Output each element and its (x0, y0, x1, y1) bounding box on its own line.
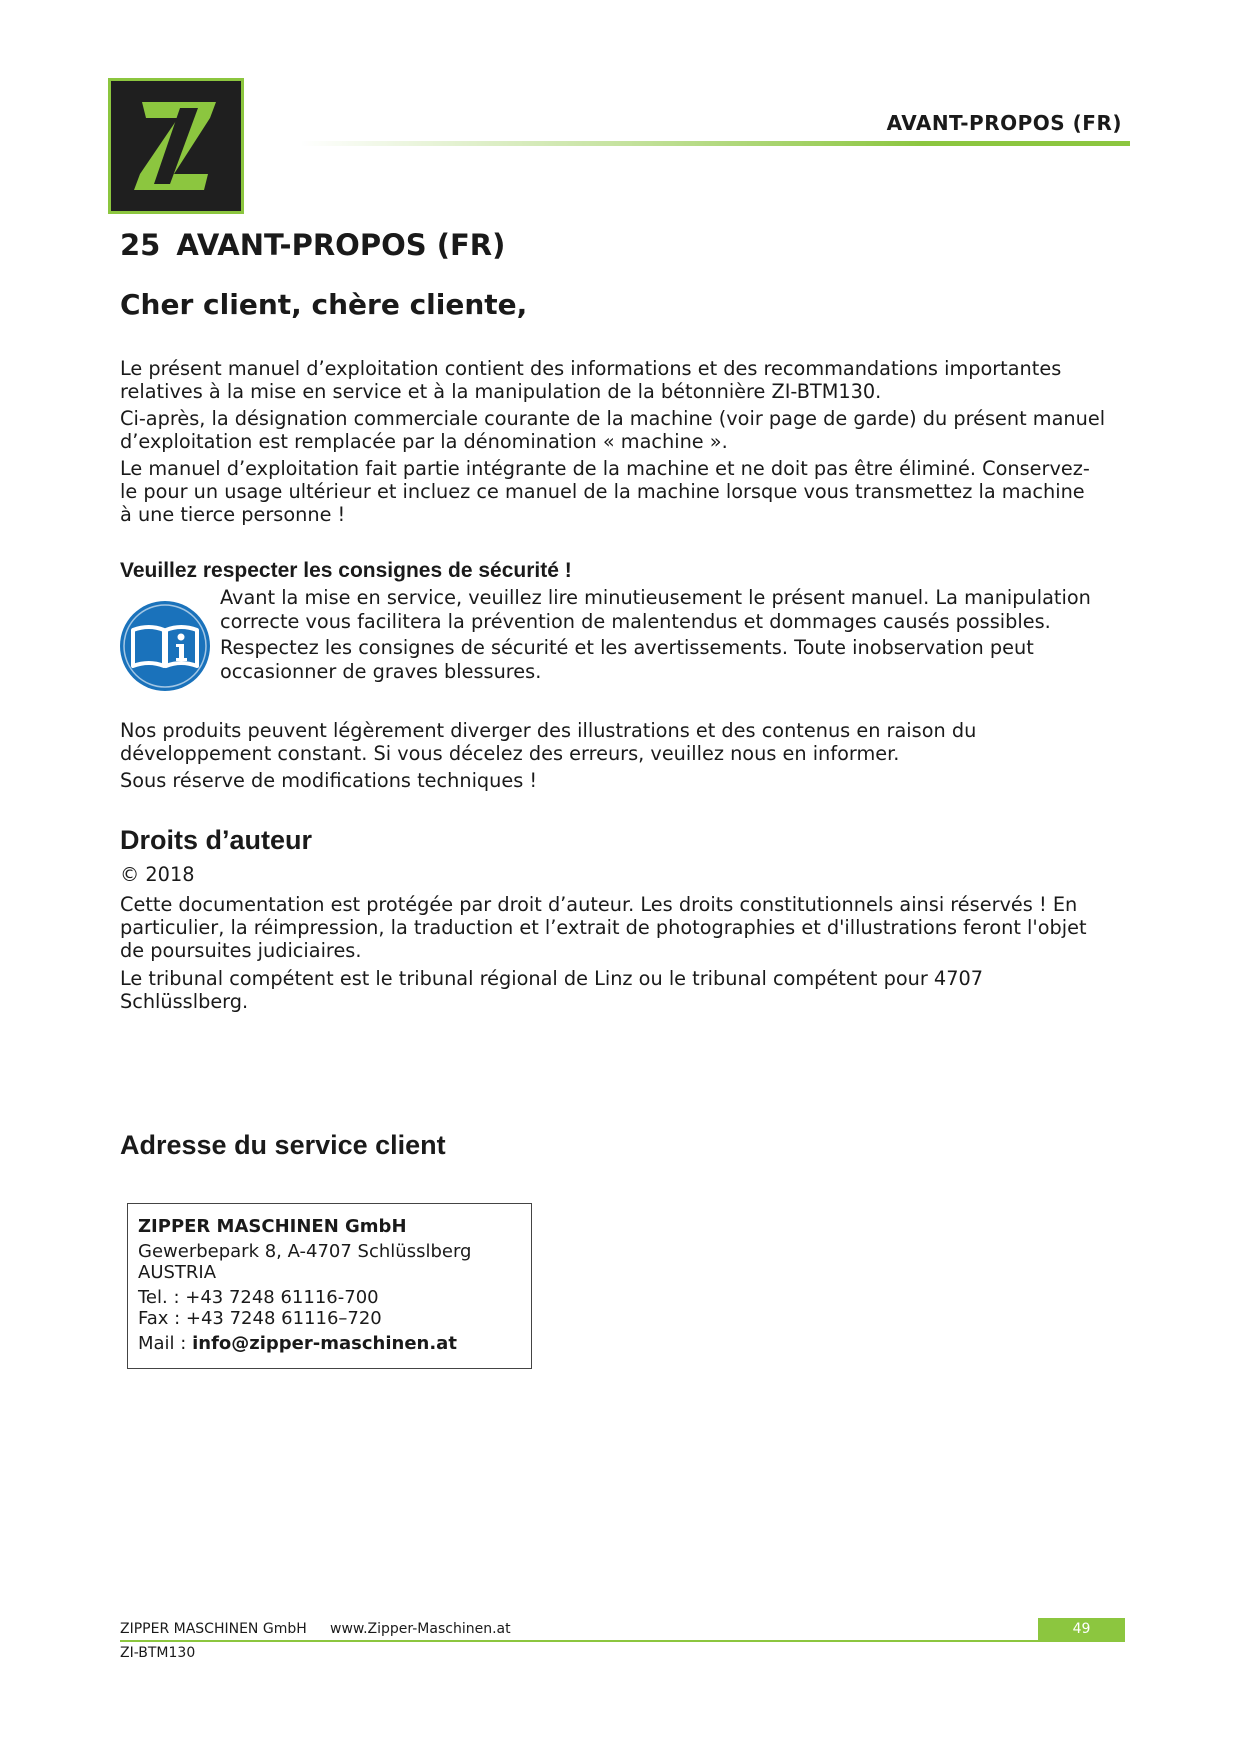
zipper-logo (108, 78, 244, 214)
footer-rule (120, 1640, 1125, 1642)
header-title: AVANT-PROPOS (FR) (886, 111, 1122, 135)
safety-heading: Veuillez respecter les consignes de sécurité ! (120, 559, 572, 582)
safety-line-4: occasionner de graves blessures. (220, 660, 542, 683)
service-heading: Adresse du service client (120, 1130, 446, 1160)
intro-p3-line-3: à une tierce personne ! (120, 503, 346, 526)
products-line-1: Nos produits peuvent légèrement diverger des illustrations et des contenus en raison du (120, 719, 977, 742)
intro-p1-line-2: relatives à la mise en service et à la manipulation de la bétonnière ZI-BTM130. (120, 380, 882, 403)
service-tel: Tel. : +43 7248 61116-700 (138, 1287, 379, 1308)
service-mail-link[interactable]: info@zipper-maschinen.at (192, 1333, 457, 1354)
footer-url-link[interactable]: www.Zipper-Maschinen.at (330, 1621, 511, 1637)
service-company: ZIPPER MASCHINEN GmbH (138, 1216, 407, 1237)
jurisdiction-line-2: Schlüsslberg. (120, 990, 249, 1013)
service-address-box (127, 1203, 532, 1369)
chapter-number: 25 (120, 228, 161, 262)
intro-paragraph-1 (120, 357, 1125, 403)
chapter-heading (120, 228, 505, 262)
service-country: AUSTRIA (138, 1262, 217, 1283)
safety-line-2: correcte vous facilitera la prévention de malentendus et dommages causés possibles. (220, 610, 1051, 633)
intro-paragraph-3 (120, 457, 1125, 526)
chapter-title: AVANT-PROPOS (FR) (176, 228, 506, 262)
technical-changes-note: Sous réserve de modifications techniques ! (120, 769, 538, 792)
footer-model: ZI-BTM130 (120, 1645, 196, 1661)
service-mail-label: Mail : (138, 1333, 193, 1354)
intro-p1-line-1: Le présent manuel d’exploitation contient des informations et des recommandations importantes (120, 357, 1062, 380)
copyright-year: © 2018 (120, 863, 195, 886)
intro-p3-line-2: le pour un usage ultérieur et incluez ce manuel de la machine lorsque vous transmettez la machine (120, 480, 1085, 503)
header-rule (300, 141, 1130, 146)
products-paragraph (120, 719, 1125, 765)
safety-line-3: Respectez les consignes de sécurité et les avertissements. Toute inobservation peut (220, 636, 1034, 659)
products-line-2: développement constant. Si vous décelez des erreurs, veuillez nous en informer. (120, 742, 900, 765)
copyright-paragraph (120, 893, 1125, 962)
safety-paragraph-1 (220, 586, 1125, 634)
safety-paragraph-2 (220, 636, 1125, 684)
copyright-line-3: de poursuites judiciaires. (120, 939, 362, 962)
safety-line-1: Avant la mise en service, veuillez lire minutieusement le présent manuel. La manipulation (220, 586, 1091, 609)
footer-page-number: 49 (1038, 1618, 1125, 1640)
copyright-heading: Droits d’auteur (120, 825, 313, 855)
intro-p3-line-1: Le manuel d’exploitation fait partie intégrante de la machine et ne doit pas être éliminé. Conservez- (120, 457, 1090, 480)
intro-p2-line-2: d’exploitation est remplacée par la dénomination « machine ». (120, 430, 728, 453)
copyright-line-1: Cette documentation est protégée par droit d’auteur. Les droits constitutionnels ainsi réservés ! En (120, 893, 1078, 916)
footer-company: ZIPPER MASCHINEN GmbH (120, 1621, 307, 1637)
jurisdiction-line-1: Le tribunal compétent est le tribunal régional de Linz ou le tribunal compétent pour 4707 (120, 967, 983, 990)
service-mail-row (138, 1333, 521, 1354)
service-fax: Fax : +43 7248 61116–720 (138, 1308, 382, 1329)
greeting-heading: Cher client, chère cliente, (120, 288, 528, 321)
read-manual-icon (119, 600, 211, 692)
jurisdiction-paragraph (120, 967, 1125, 1013)
copyright-line-2: particulier, la réimpression, la traduction et l’extrait de photographies et d'illustrations feront l'objet (120, 916, 1087, 939)
service-street: Gewerbepark 8, A-4707 Schlüsslberg (138, 1241, 472, 1262)
intro-p2-line-1: Ci-après, la désignation commerciale courante de la machine (voir page de garde) du présent manuel (120, 407, 1106, 430)
intro-paragraph-2 (120, 407, 1125, 453)
